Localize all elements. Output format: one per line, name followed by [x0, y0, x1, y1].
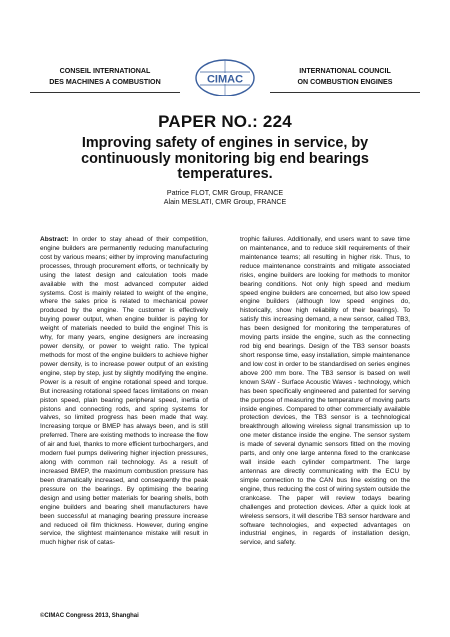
abstract-column-right — [240, 236, 410, 548]
org-name-english — [270, 66, 420, 87]
authors — [0, 189, 450, 208]
author-2: Alain MESLATI, CMR Group, FRANCE — [163, 198, 287, 207]
abstract-label: Abstract: — [40, 236, 69, 243]
header — [0, 58, 450, 98]
org-line-2: ON COMBUSTION ENGINES — [297, 77, 393, 86]
abstract-text-right: trophic failures. Additionally, end users want to save time on maintenance, and to reduce skill requirements of their maintenance teams; all resulting in higher risk. Thus, to reduce maintenance constraints and mitigate associated risks, engine builders are looking for methods to monitor bearing conditions. Not only high speed and medium speed engine builders are concerned, but also low speed engine builders (although low speed engines do, historically, show high reliability of their bearings). To satisfy this increasing demand, a new sensor, called TB3, has been designed for monitoring the temperatures of moving parts inside the engine, such as the connecting rod big end bearings. Design of the TB3 sensor boasts short response time, easy installation, simple maintenance and low cost in order to be standardised on series engines above 200 mm bore. The TB3 sensor is based on well known SAW - Surface Acoustic Waves - technology, which has been specifically engineered and patented for serving the purpose of measuring the temperature of moving parts inside engines. Compared to other commercially available protection devices, the TB3 sensor is a technological breakthrough allowing wireless signal transmission up to one meter distance inside the engine. The sensor system is made of several dynamic sensors fitted on the moving parts, and only one large antenna fixed to the crankcase wall inside each cylinder compartment. The large antennas are directly communicating with the ECU by simple connection to the CAN bus line existing on the engine, thus reducing the cost of wiring system outside the crankcase. The paper will review todays bearing challenges and protection devices. After a quick look at wireless sensors, it will describe TB3 sensor hardware and software technologies, and expected advantages on industrial engines, in regards of installation design, service, and safety. — [240, 236, 410, 547]
logo-text: CIMAC — [206, 73, 244, 86]
paper-title: Improving safety of engines in service, by continuously monitoring big end bearings temperatures. — [81, 135, 369, 182]
org-line-2: DES MACHINES A COMBUSTION — [49, 77, 161, 86]
org-line-1: CONSEIL INTERNATIONAL — [59, 67, 151, 75]
header-rule-right — [270, 92, 420, 93]
author-1: Patrice FLOT, CMR Group, FRANCE — [166, 189, 284, 197]
cimac-logo — [190, 58, 260, 96]
abstract-text-left: In order to stay ahead of their competition, engine builders are permanently reducing manufacturing cost by various means; either by improving manufacturing processes, through procurement efforts, or technically by using the latest design and calculation tools made available with the most advanced computer aided systems. Cost is mainly related to weight of the engine, where the sales price is related to mechanical power produced by the engine. The customer is effectively buying power output, when engine builder is paying for weight of materials needed to build the engine! This is why, for many years, engine designers are increasing power density, or power to weight ratio. The typical methods for most of the engine builders to achieve higher power density, is to increase power output of an existing engine, step by step, just by slightly modifying the engine. Power is a result of engine rotational speed and torque. But increasing rotational speed faces limitations on mean piston speed, plain bearing peripheral speed, inertia of pistons and connecting rods, and spring systems for valves, so limited progress has been made that way. Increasing torque or BMEP has always been, and is still preferred. There are existing methods to increase the flow of air and fuel, thanks to more efficient turbochargers, and modern fuel pumps delivering higher injection pressures, along with common rail technology. As a result of increased BMEP, the maximum combustion pressure has been dramatically increased, and consequently the peak pressure on the bearings. By optimising the bearing design and using better materials for bearing shells, both engine builders and bearing shell manufacturers have been successful at managing bearing pressure increase and reduced oil film thickness. However, during engine service, the slightest maintenance mistake will result in much higher risk of catas- — [40, 236, 208, 547]
header-rule-left — [30, 92, 180, 93]
org-line-1: INTERNATIONAL COUNCIL — [299, 67, 391, 75]
paper-number: PAPER NO.: 224 — [158, 112, 292, 131]
copyright-footer: ©CIMAC Congress 2013, Shanghai — [40, 613, 139, 619]
abstract-column-left — [40, 236, 208, 548]
org-name-french — [30, 66, 180, 87]
